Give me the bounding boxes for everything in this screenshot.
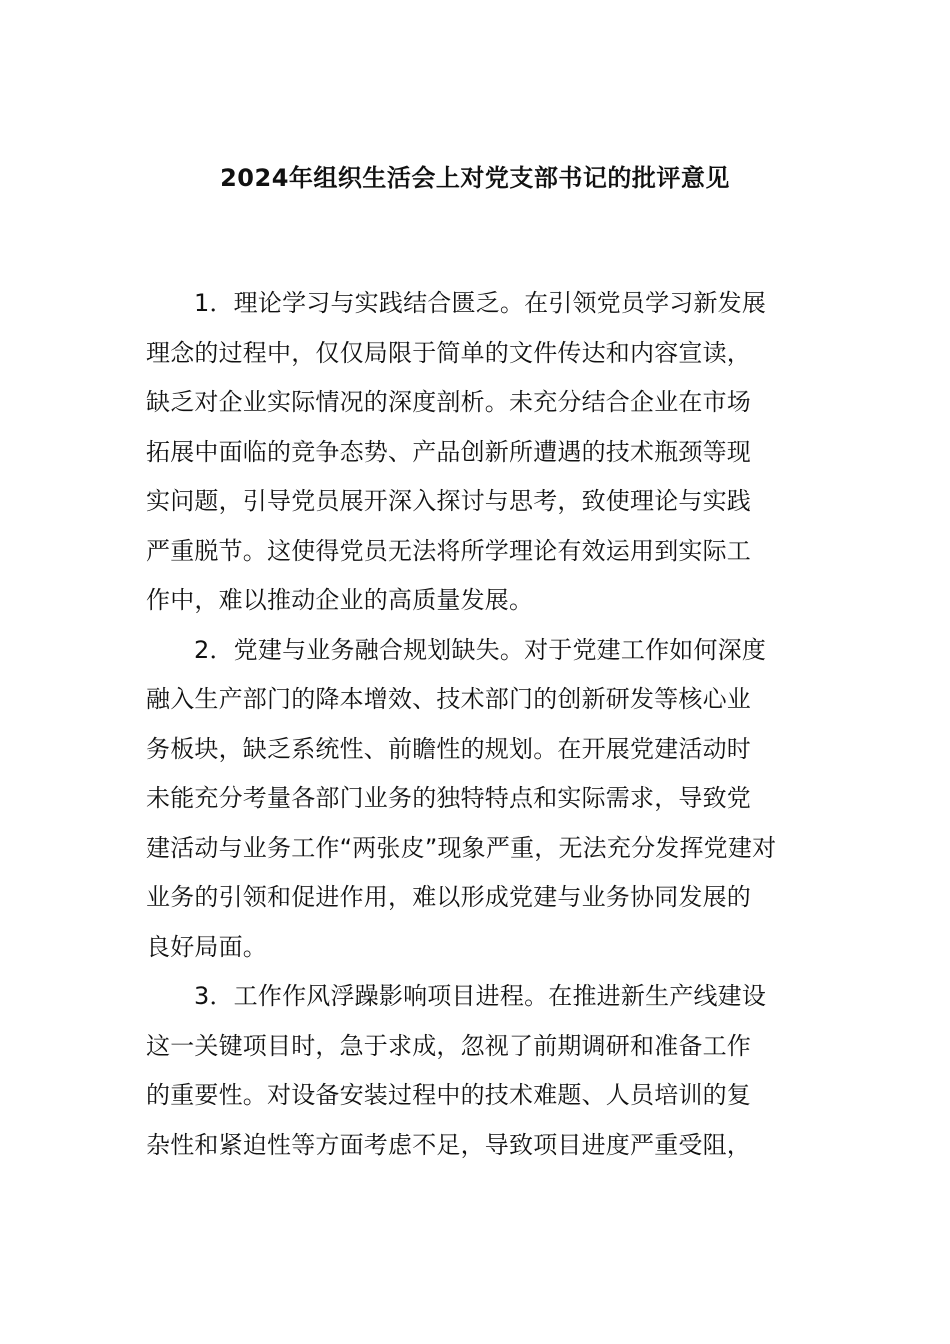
paragraph-1-line-1: 1．理论学习与实践结合匮乏。在引领党员学习新发展 xyxy=(194,289,767,317)
paragraph-3-line-2: 这一关键项目时，急于求成，忽视了前期调研和准备工作 xyxy=(146,1031,751,1060)
document-title: 2024年组织生活会上对党支部书记的批评意见 xyxy=(220,164,730,192)
paragraph-1-line-2: 理念的过程中，仅仅局限于简单的文件传达和内容宣读， xyxy=(146,338,751,367)
paragraph-2-line-7: 良好局面。 xyxy=(146,932,267,961)
paragraph-2-line-6: 业务的引领和促进作用，难以形成党建与业务协同发展的 xyxy=(146,883,751,911)
paragraph-1-line-7: 作中，难以推动企业的高质量发展。 xyxy=(146,586,534,614)
paragraph-1-line-4: 拓展中面临的竞争态势、产品创新所遭遇的技术瓶颈等现 xyxy=(146,437,751,466)
paragraph-2-line-3: 务板块，缺乏系统性、前瞻性的规划。在开展党建活动时 xyxy=(146,734,751,763)
paragraph-2-line-2: 融入生产部门的降本增效、技术部门的创新研发等核心业 xyxy=(146,685,751,713)
paragraph-1-line-3: 缺乏对企业实际情况的深度剖析。未充分结合企业在市场 xyxy=(146,388,751,416)
paragraph-1-line-6: 严重脱节。这使得党员无法将所学理论有效运用到实际工 xyxy=(146,536,751,565)
paragraph-2-line-5: 建活动与业务工作“两张皮”现象严重，无法充分发挥党建对 xyxy=(146,833,777,862)
paragraph-2-line-1: 2．党建与业务融合规划缺失。对于党建工作如何深度 xyxy=(194,635,767,664)
paragraph-3-line-1: 3．工作作风浮躁影响项目进程。在推进新生产线建设 xyxy=(194,982,767,1010)
paragraph-3-line-3: 的重要性。对设备安装过程中的技术难题、人员培训的复 xyxy=(146,1081,751,1109)
paragraph-1-line-5: 实问题，引导党员展开深入探讨与思考，致使理论与实践 xyxy=(146,487,751,515)
paragraph-2-line-4: 未能充分考量各部门业务的独特特点和实际需求，导致党 xyxy=(146,784,751,812)
document-body xyxy=(146,279,808,1170)
paragraph-3-line-4: 杂性和紧迫性等方面考虑不足，导致项目进度严重受阻， xyxy=(146,1130,751,1159)
